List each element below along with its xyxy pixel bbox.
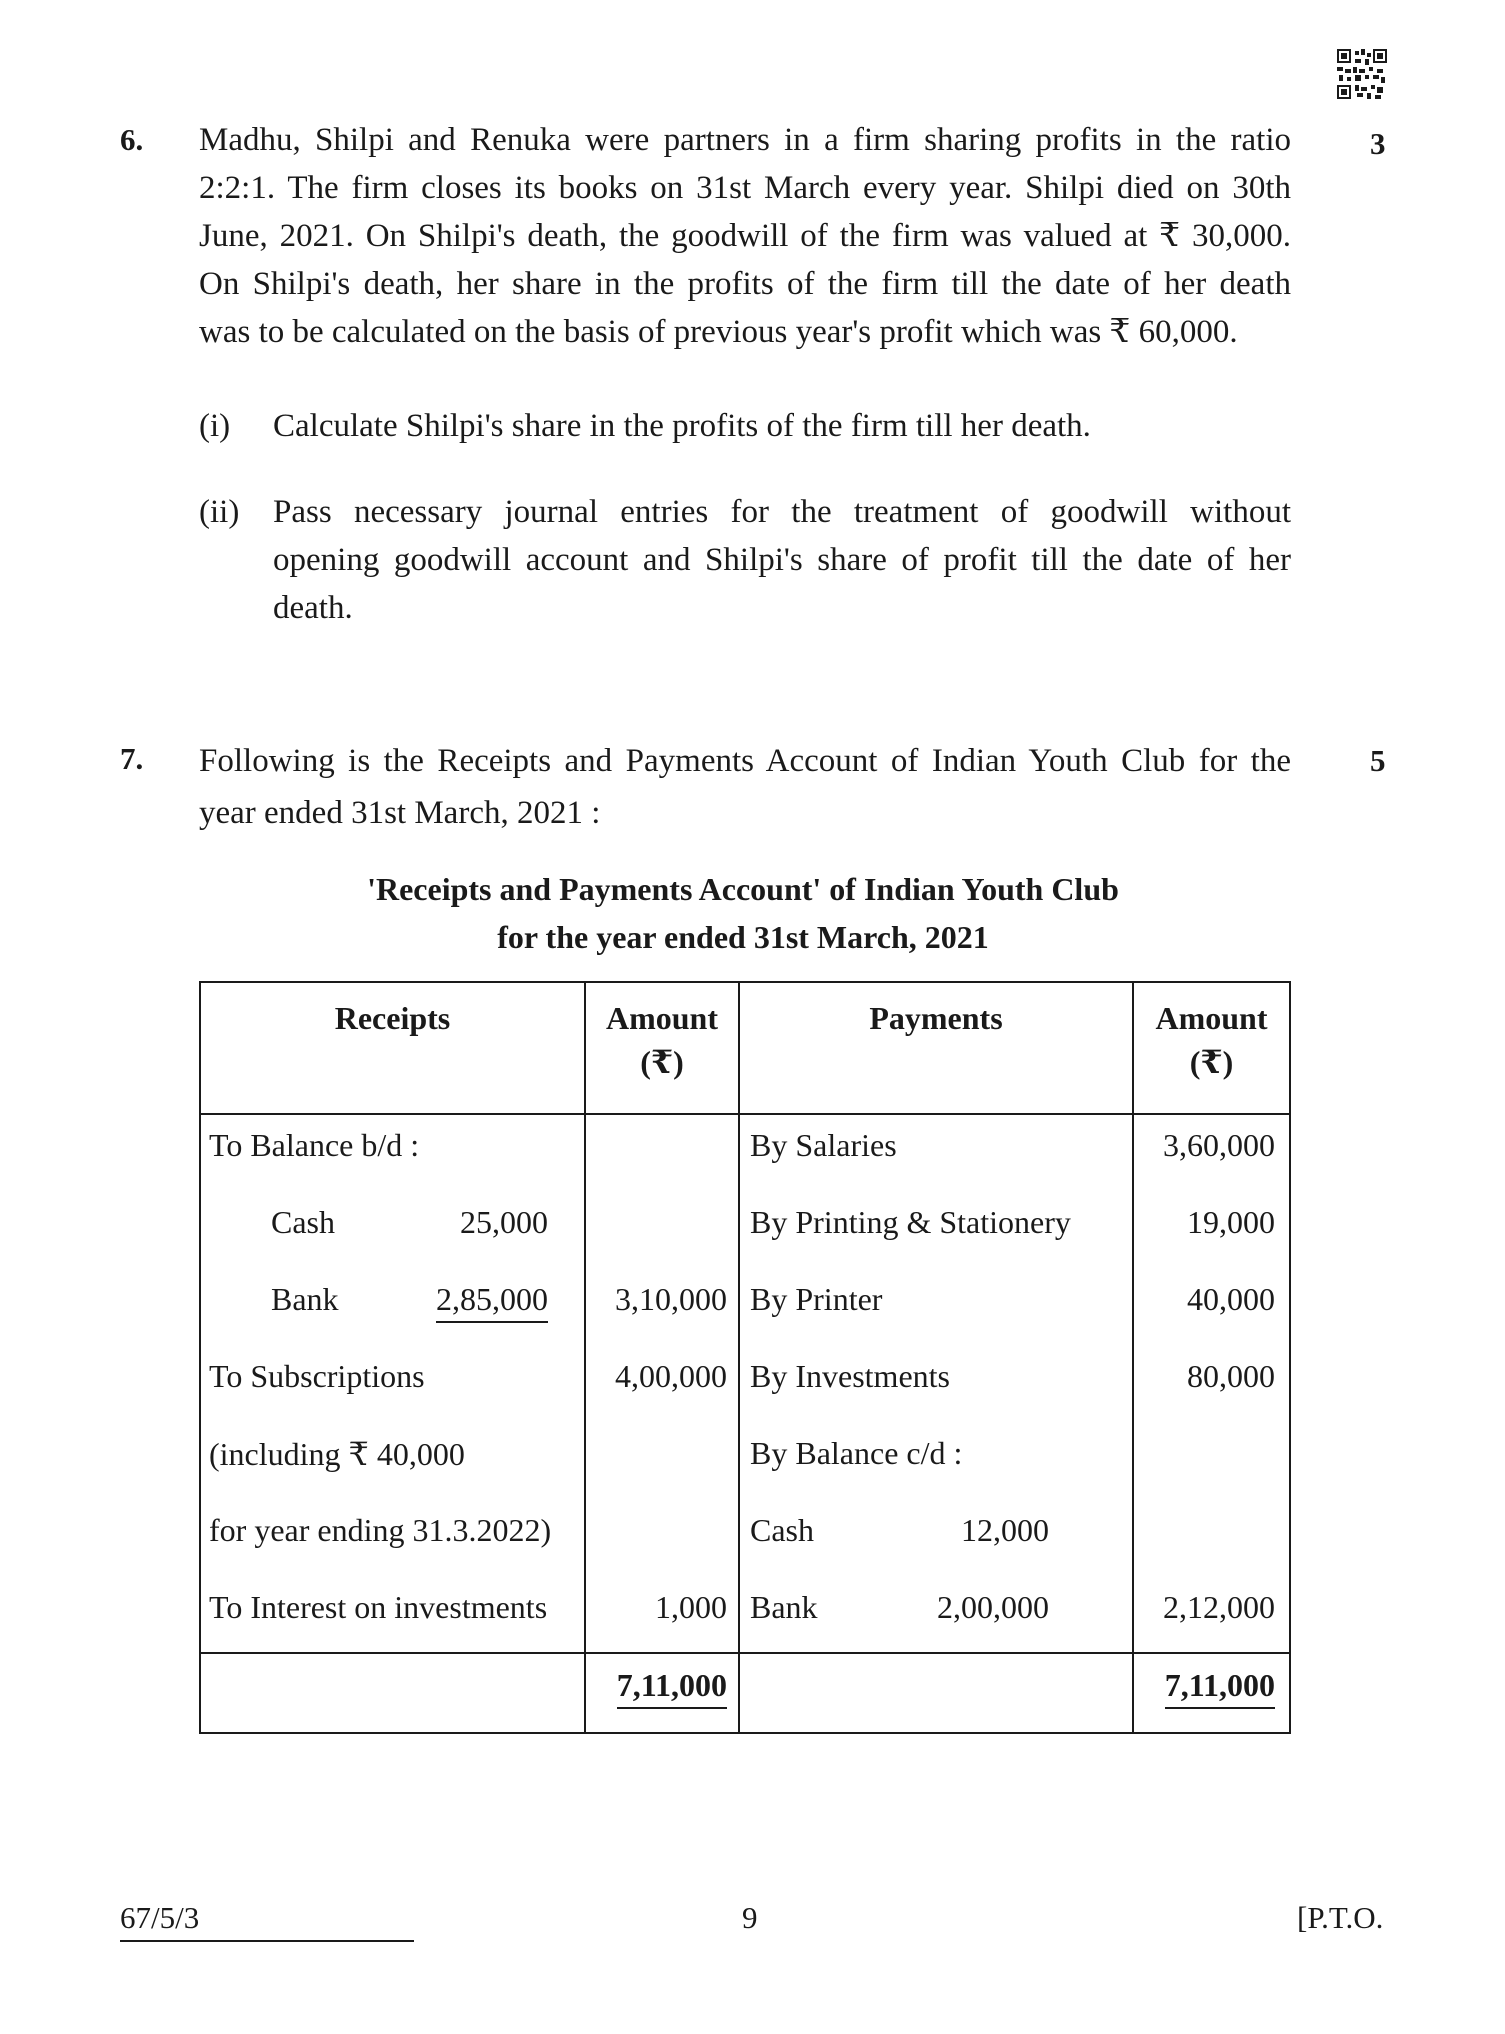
- payment-cash-label: Cash: [750, 1512, 814, 1548]
- receipt-subscriptions: To Subscriptions: [209, 1358, 425, 1394]
- subpart-label: (ii): [199, 494, 240, 530]
- payment-investments-amount: 80,000: [1187, 1358, 1275, 1394]
- header-receipts: Receipts: [334, 1000, 451, 1036]
- receipt-balance-total: 3,10,000: [615, 1281, 727, 1317]
- header-amount-unit: (₹): [1189, 1044, 1234, 1080]
- footer-rule: [120, 1940, 414, 1942]
- payment-salaries: By Salaries: [750, 1127, 897, 1163]
- receipt-total: [586, 1667, 727, 1704]
- payment-investments: By Investments: [750, 1358, 950, 1394]
- receipt-bank-value: [419, 1281, 548, 1318]
- receipt-cash-label: Cash: [271, 1204, 335, 1240]
- payment-printer: By Printer: [750, 1281, 883, 1317]
- text-line: Calculate Shilpi's share in the profits of the firm till her death.: [273, 408, 1091, 444]
- question-marks: 5: [1370, 743, 1386, 778]
- header-divider: [201, 1113, 1289, 1115]
- payment-cash-value: 12,000: [961, 1512, 1049, 1548]
- text-line: opening goodwill account and Shilpi's share of profit till the date of her: [273, 542, 1291, 578]
- payment-total-text: 7,11,000: [1165, 1667, 1275, 1709]
- payment-total: [1134, 1667, 1275, 1704]
- receipt-subscriptions-amount: 4,00,000: [615, 1358, 727, 1394]
- receipt-interest-amount: 1,000: [655, 1589, 727, 1625]
- page-number: 9: [742, 1900, 758, 1935]
- text-line: Madhu, Shilpi and Renuka were partners in a firm sharing profits in the ratio: [199, 122, 1291, 158]
- column-divider: [738, 983, 740, 1732]
- text-line: June, 2021. On Shilpi's death, the goodwill of the firm was valued at ₹ 30,000.: [199, 218, 1291, 254]
- text-line: was to be calculated on the basis of previous year's profit which was ₹ 60,000.: [199, 314, 1238, 350]
- table-subtitle: for the year ended 31st March, 2021: [497, 919, 989, 955]
- qr-code-icon: [1337, 49, 1387, 99]
- text-line: Pass necessary journal entries for the treatment of goodwill without: [273, 494, 1291, 530]
- subpart-text: [273, 402, 1291, 450]
- header-amount: Amount: [605, 1000, 718, 1036]
- subpart-label: (i): [199, 408, 231, 444]
- header-amount-unit: (₹): [640, 1044, 684, 1080]
- receipt-subscriptions-note: for year ending 31.3.2022): [209, 1512, 552, 1548]
- receipt-interest: To Interest on investments: [209, 1589, 548, 1625]
- receipt-subscriptions-note: (including ₹ 40,000: [209, 1436, 465, 1472]
- question-number: 7.: [120, 741, 144, 776]
- payment-printing: By Printing & Stationery: [750, 1204, 1071, 1240]
- payment-balance-total: 2,12,000: [1163, 1589, 1275, 1625]
- header-amount: Amount: [1155, 1000, 1268, 1036]
- text-line: year ended 31st March, 2021 :: [199, 795, 601, 831]
- payment-salaries-amount: 3,60,000: [1163, 1127, 1275, 1163]
- payment-printer-amount: 40,000: [1187, 1281, 1275, 1317]
- question-text: [199, 735, 1291, 839]
- paper-code: 67/5/3: [120, 1900, 200, 1935]
- receipt-bank-value-text: 2,85,000: [436, 1281, 548, 1323]
- text-line: On Shilpi's death, her share in the profits of the firm till the date of her death: [199, 266, 1291, 302]
- pto-label: [P.T.O.: [1297, 1900, 1384, 1935]
- payment-balance-cd: By Balance c/d :: [750, 1435, 963, 1471]
- text-line: death.: [273, 590, 353, 626]
- question-text: [199, 116, 1291, 356]
- text-line: Following is the Receipts and Payments Account of Indian Youth Club for the: [199, 743, 1291, 779]
- receipt-cash-value: 25,000: [460, 1204, 548, 1240]
- text-line: 2:2:1. The firm closes its books on 31st March every year. Shilpi died on 30th: [199, 170, 1291, 206]
- total-divider: [201, 1652, 1289, 1654]
- receipts-payments-table: [199, 981, 1291, 1734]
- receipt-balance-bd: To Balance b/d :: [209, 1127, 420, 1163]
- receipt-total-text: 7,11,000: [617, 1667, 727, 1709]
- header-payments: Payments: [869, 1000, 1003, 1036]
- payment-bank-value: 2,00,000: [937, 1589, 1049, 1625]
- question-marks: 3: [1370, 126, 1386, 161]
- question-number: 6.: [120, 122, 144, 157]
- subpart-text: [273, 488, 1291, 632]
- payment-printing-amount: 19,000: [1187, 1204, 1275, 1240]
- payment-bank-label: Bank: [750, 1589, 818, 1625]
- receipt-bank-label: Bank: [271, 1281, 339, 1317]
- table-title: 'Receipts and Payments Account' of Indian Youth Club: [367, 871, 1119, 907]
